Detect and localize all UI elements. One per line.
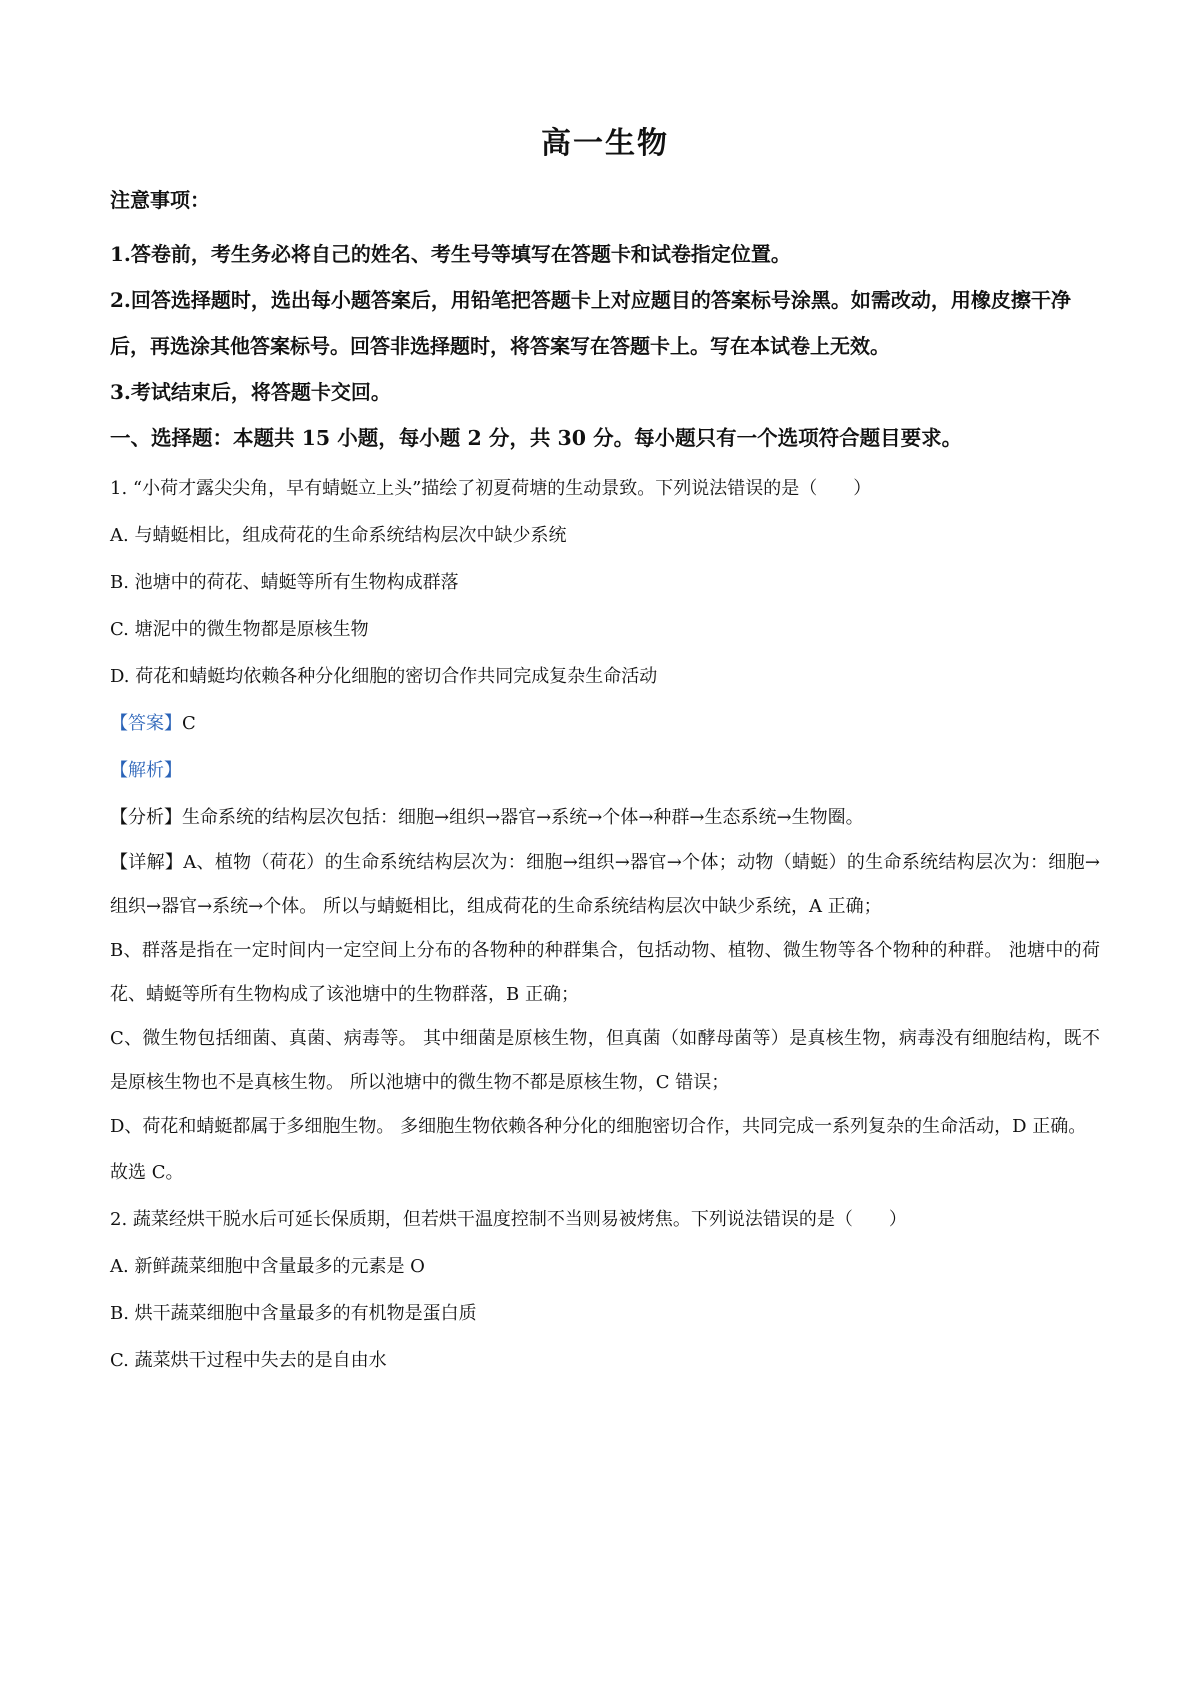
analysis-tag: 【解析】 xyxy=(110,760,182,781)
question-2-option-b: B. 烘干蔬菜细胞中含量最多的有机物是蛋白质 xyxy=(110,1303,477,1324)
question-1-answer xyxy=(110,700,1100,747)
section-heading: 一、选择题：本题共 15 小题，每小题 2 分，共 30 分。每小题只有一个选项符合题目要求。 xyxy=(110,426,963,450)
question-1-fenxi xyxy=(110,794,1100,841)
question-2-option-c: C. 蔬菜烘干过程中失去的是自由水 xyxy=(110,1350,387,1371)
fenxi-tag: 【分析】 xyxy=(110,807,182,828)
question-1-option-a: A. 与蜻蜓相比，组成荷花的生命系统结构层次中缺少系统 xyxy=(110,525,567,546)
question-1-stem: 1. “小荷才露尖尖角，早有蜻蜓立上头”描绘了初夏荷塘的生动景致。下列说法错误的是（ ） xyxy=(110,478,872,499)
notice-item-2: 2.回答选择题时，选出每小题答案后，用铅笔把答题卡上对应题目的答案标号涂黑。如需改动，用橡皮擦干净后，再选涂其他答案标号。回答非选择题时，将答案写在答题卡上。写在本试卷上无效。 xyxy=(110,288,1071,358)
notice-item-1: 1.答卷前，考生务必将自己的姓名、考生号等填写在答题卡和试卷指定位置。 xyxy=(110,242,791,266)
xiangjie-a-text: A、植物（荷花）的生命系统结构层次为：细胞→组织→器官→个体；动物（蜻蜓）的生命系统结构层次为：细胞→组织→器官→系统→个体。 所以与蜻蜓相比，组成荷花的生命系统结构层次中缺少系统，A 正确； xyxy=(110,852,1101,917)
question-2-stem: 2. 蔬菜经烘干脱水后可延长保质期，但若烘干温度控制不当则易被烤焦。下列说法错误的是（ ） xyxy=(110,1209,907,1230)
notice-heading: 注意事项： xyxy=(110,188,210,212)
page-title: 高一生物 xyxy=(541,126,669,161)
notice-item-3: 3.考试结束后，将答题卡交回。 xyxy=(110,380,391,404)
exam-page xyxy=(110,118,1100,1384)
answer-tag: 【答案】 xyxy=(110,713,182,734)
question-1-xiangjie-d: D、荷花和蜻蜓都属于多细胞生物。 多细胞生物依赖各种分化的细胞密切合作，共同完成一系列复杂的生命活动，D 正确。 xyxy=(110,1116,1087,1137)
question-1-xiangjie-c: C、微生物包括细菌、真菌、病毒等。 其中细菌是原核生物，但真菌（如酵母菌等）是真核生物，病毒没有细胞结构，既不是原核生物也不是真核生物。 所以池塘中的微生物不都是原核生物，C 错误； xyxy=(110,1028,1100,1093)
question-1-conclusion: 故选 C。 xyxy=(110,1162,184,1183)
fenxi-text: 生命系统的结构层次包括：细胞→组织→器官→系统→个体→种群→生态系统→生物圈。 xyxy=(182,807,864,828)
answer-value: C xyxy=(182,713,196,734)
question-2-option-a: A. 新鲜蔬菜细胞中含量最多的元素是 O xyxy=(110,1256,425,1277)
question-1-option-c: C. 塘泥中的微生物都是原核生物 xyxy=(110,619,369,640)
question-1-option-b: B. 池塘中的荷花、蜻蜓等所有生物构成群落 xyxy=(110,572,459,593)
question-1-analysis-heading xyxy=(110,747,1100,794)
question-1-option-d: D. 荷花和蜻蜓均依赖各种分化细胞的密切合作共同完成复杂生命活动 xyxy=(110,666,658,687)
xiangjie-tag: 【详解】 xyxy=(110,852,184,873)
question-1-xiangjie-b: B、群落是指在一定时间内一定空间上分布的各物种的种群集合，包括动物、植物、微生物等各个物种的种群。 池塘中的荷花、蜻蜓等所有生物构成了该池塘中的生物群落，B 正确； xyxy=(110,940,1100,1005)
question-1-xiangjie-a xyxy=(110,841,1100,929)
